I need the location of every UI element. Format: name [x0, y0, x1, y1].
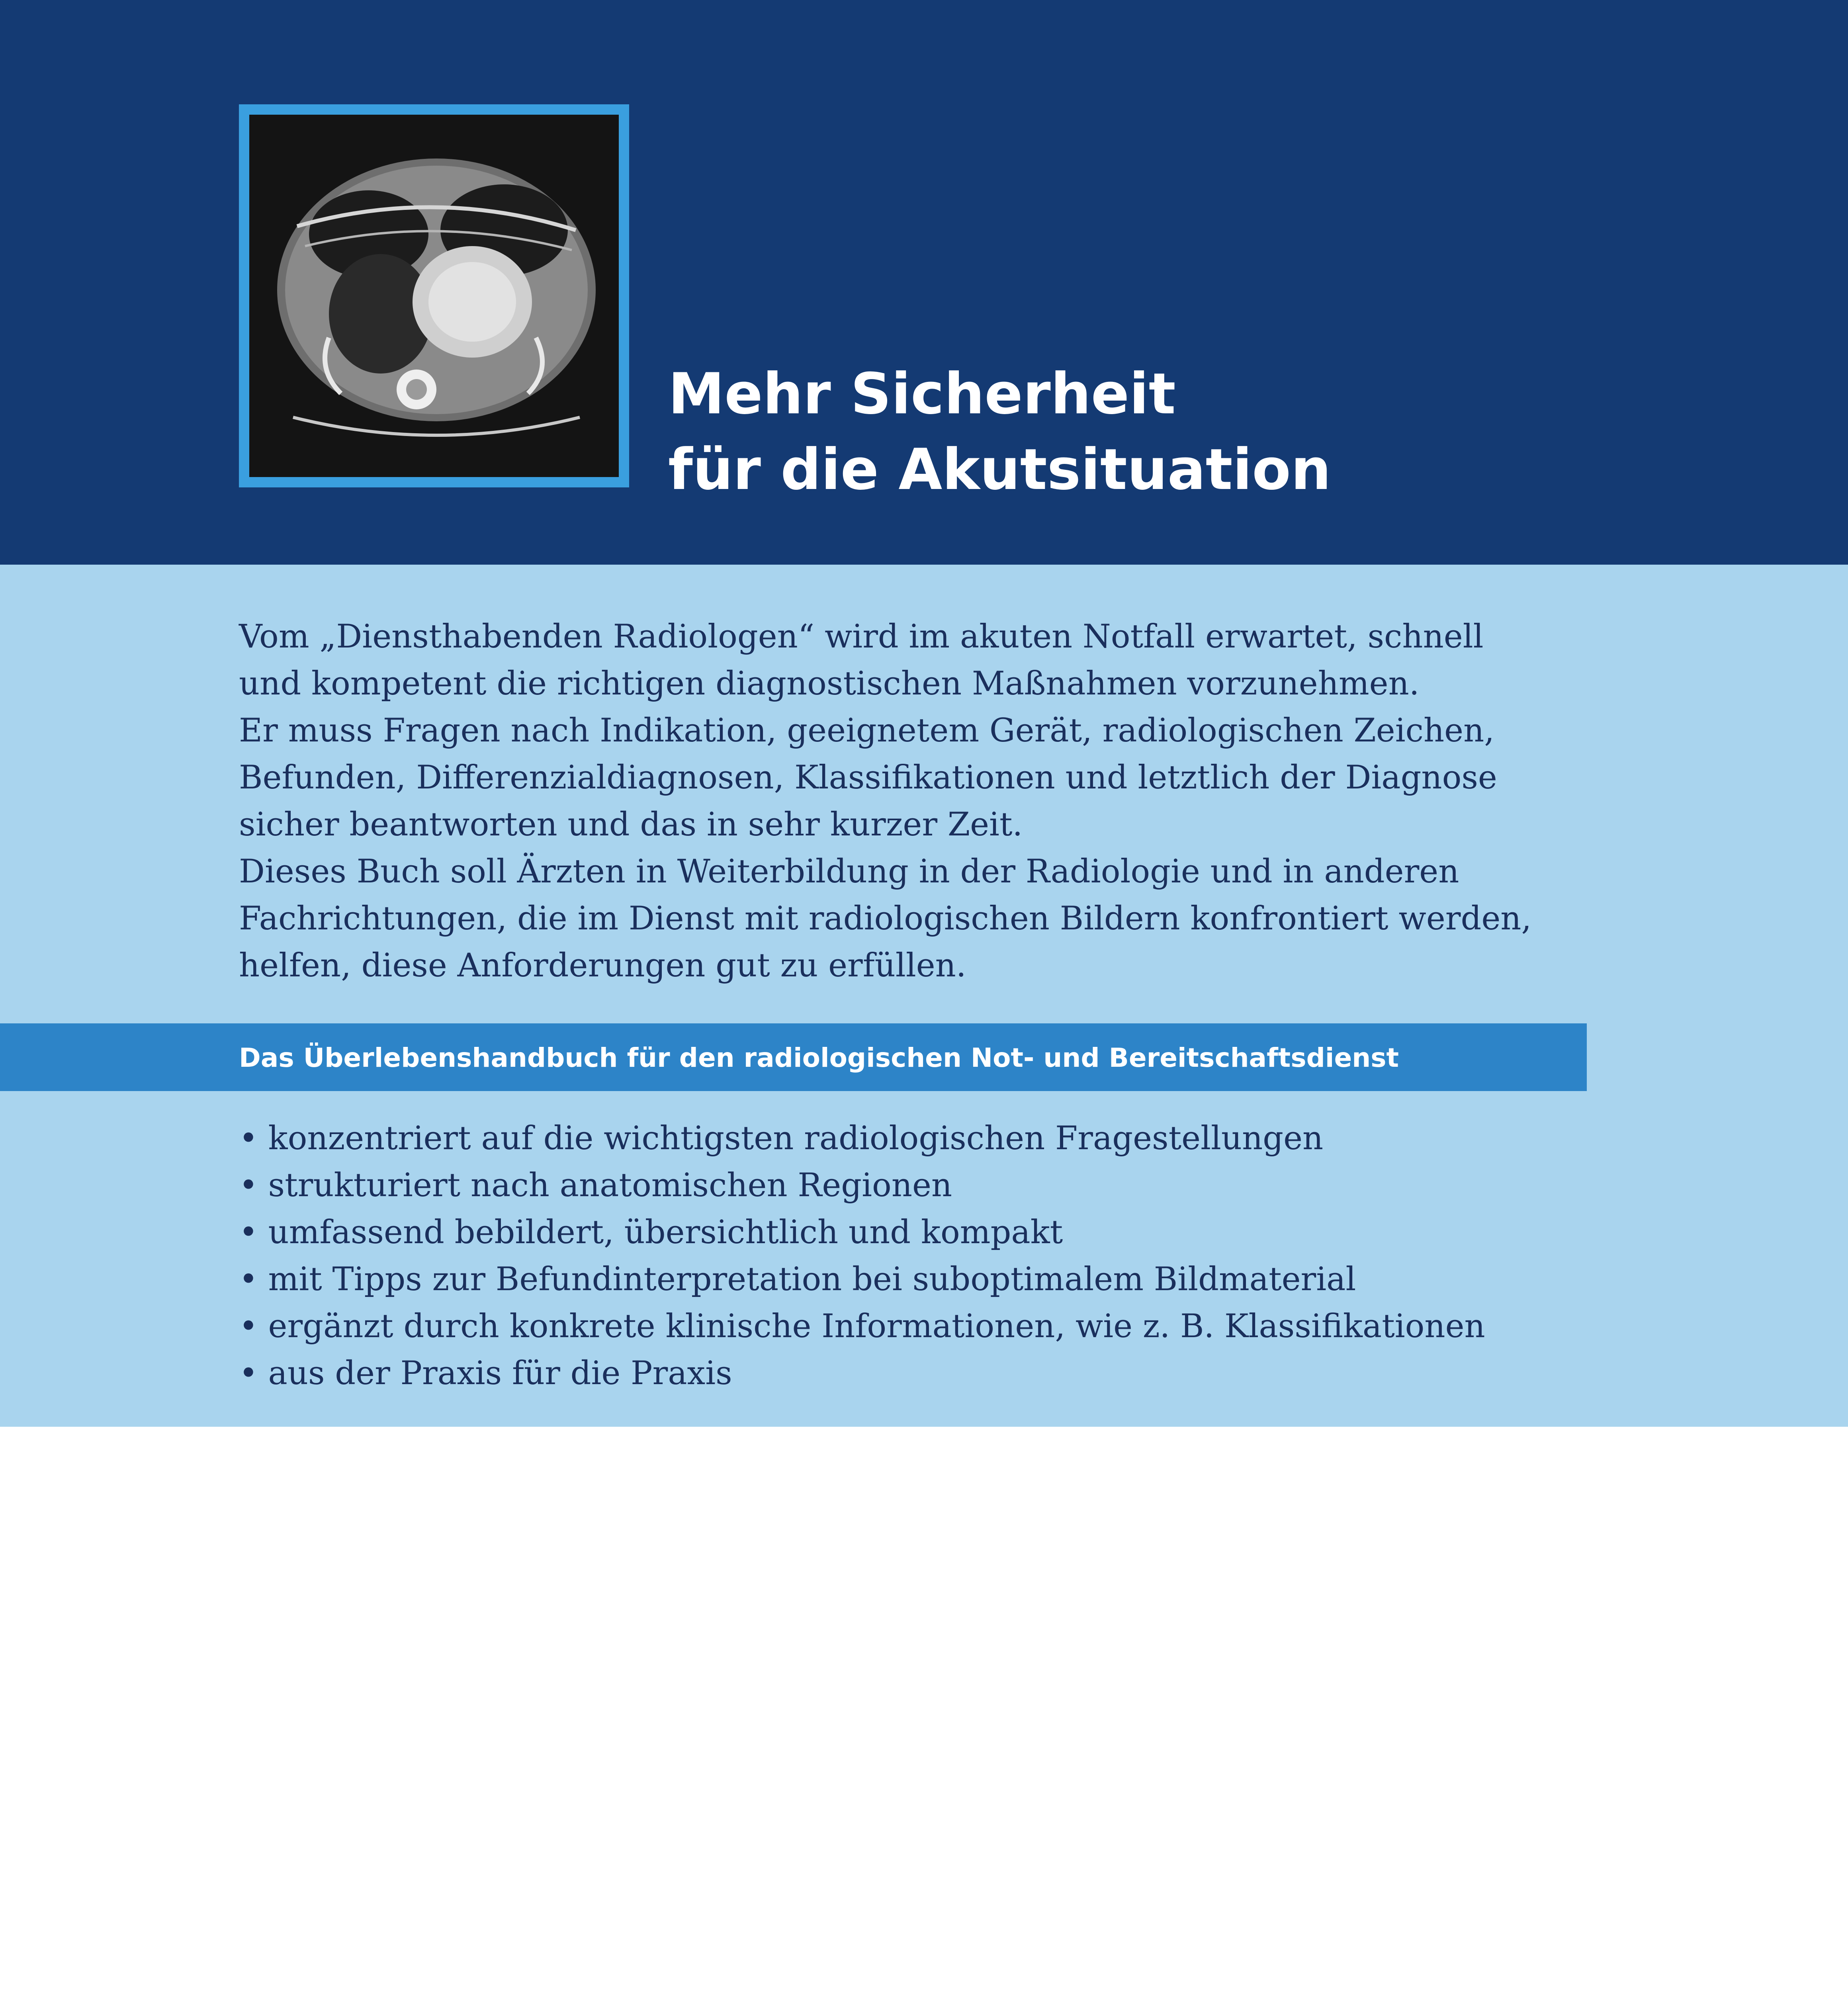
- intro-line: Er muss Fragen nach Indikation, geeignetem Gerät, radiologischen Zeichen,: [239, 712, 1495, 749]
- ct-scan-image: [239, 104, 629, 487]
- feature-list: [239, 1115, 1485, 1397]
- list-item: • aus der Praxis für die Praxis: [239, 1355, 732, 1392]
- list-item: • mit Tipps zur Befundinterpretation bei suboptimalem Bildmaterial: [239, 1261, 1356, 1298]
- list-item: • ergänzt durch konkrete klinische Informationen, wie z. B. Klassifikationen: [239, 1308, 1485, 1345]
- list-item: • strukturiert nach anatomischen Regionen: [239, 1167, 952, 1204]
- list-item: • konzentriert auf die wichtigsten radiologischen Fragestellungen: [239, 1120, 1324, 1157]
- headline-line-2: für die Akutsituation: [668, 437, 1331, 503]
- headline: [668, 356, 1331, 508]
- intro-line: Dieses Buch soll Ärzten in Weiterbildung in der Radiologie und in anderen: [239, 853, 1459, 890]
- headline-line-1: Mehr Sicherheit: [668, 361, 1176, 427]
- intro-line: helfen, diese Anforderungen gut zu erfüllen.: [239, 947, 966, 984]
- bottom-area: [0, 1427, 1848, 1991]
- intro-line: sicher beantworten und das in sehr kurzer Zeit.: [239, 806, 1023, 843]
- intro-line: Fachrichtungen, die im Dienst mit radiologischen Bildern konfrontiert werden,: [239, 900, 1532, 937]
- intro-paragraph: [239, 613, 1613, 989]
- intro-line: Befunden, Differenzialdiagnosen, Klassifikationen und letztlich der Diagnose: [239, 759, 1497, 796]
- stripe-heading: Das Überlebenshandbuch für den radiologischen Not- und Bereitschaftsdienst: [239, 1042, 1399, 1073]
- intro-line: Vom „Diensthabenden Radiologen“ wird im akuten Notfall erwartet, schnell: [239, 618, 1484, 655]
- list-item: • umfassend bebildert, übersichtlich und kompakt: [239, 1214, 1063, 1251]
- intro-line: und kompetent die richtigen diagnostischen Maßnahmen vorzunehmen.: [239, 665, 1420, 702]
